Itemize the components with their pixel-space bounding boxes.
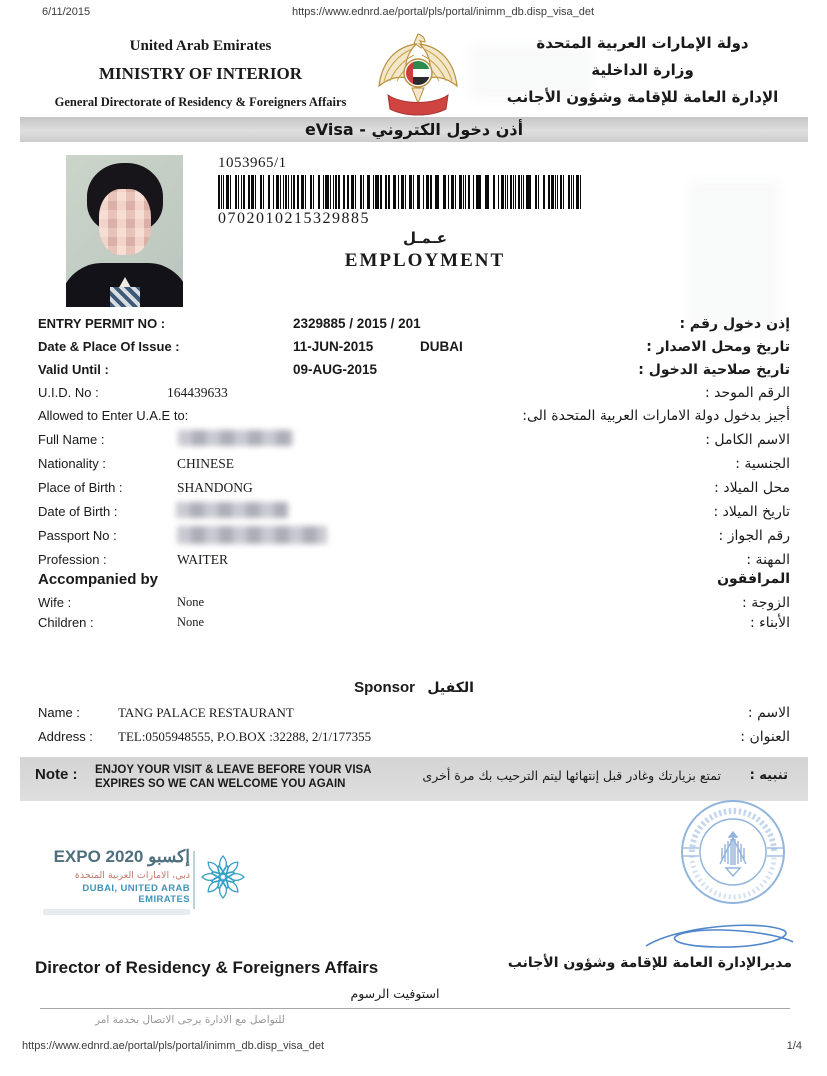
applicant-portrait-photo (66, 155, 183, 307)
value-place: DUBAI (420, 339, 463, 354)
footer-divider (40, 1008, 790, 1009)
photo-face-redacted (99, 189, 151, 255)
label-ar: أجيز بدخول دولة الامارات العربية المتحدة الى: (522, 408, 790, 424)
director-title-en: Director of Residency & Foreigners Affairs (35, 958, 379, 977)
value-date: 11-JUN-2015 (293, 339, 374, 354)
expo-subtitle-en: DUBAI, UNITED ARAB EMIRATES (82, 883, 190, 905)
value: SHANDONG (177, 480, 253, 495)
row-accompanied-by (38, 571, 790, 591)
label-ar: تاريخ الميلاد : (713, 504, 790, 520)
label-en: Allowed to Enter U.A.E to: (38, 408, 189, 423)
label-en: Place of Birth : (38, 480, 123, 495)
row-entry-permit (38, 316, 790, 336)
evisa-title-banner: أذن دخول الكتروني - eVisa (20, 117, 808, 142)
print-url-bottom: https://www.ednrd.ae/portal/pls/portal/inimm_db.disp_visa_det (22, 1040, 325, 1052)
label-en: Address : (38, 729, 93, 744)
value: None (177, 615, 205, 629)
row-issue (38, 339, 790, 359)
note-text-ar: تمتع بزيارتك وغادر قبل إنتهائها ليتم الترحيب بك مرة أخرى (422, 768, 721, 783)
visa-type-arabic: عـمـل (403, 229, 447, 247)
row-full-name (38, 432, 790, 452)
label-en: Profession : (38, 552, 107, 567)
note-label-ar: تنبيه : (749, 768, 788, 783)
row-allowed-to-enter (38, 408, 790, 428)
letterhead-arabic (470, 34, 815, 115)
expo-subtitle-ar: دبي، الامارات العربية المتحدة (74, 870, 190, 881)
value: CHINESE (177, 456, 234, 471)
label-ar: إذن دخول رقم : (679, 316, 790, 332)
contact-note-ar: للتواصل مع الادارة يرجى الاتصال بخدمة امر (95, 1014, 285, 1026)
label-en: Nationality : (38, 456, 106, 471)
directorate-name-en: General Directorate of Residency & Foreigners Affairs (54, 95, 347, 109)
note-text-en-line1: ENJOY YOUR VISIT & LEAVE BEFORE YOUR VISA (95, 764, 372, 776)
director-title-ar: مديرالإدارة العامة للإقامة وشؤون الأجانب (507, 955, 792, 971)
sponsor-section-title (38, 679, 790, 697)
expo-2020-logo-text (43, 847, 190, 915)
note-band (20, 757, 808, 801)
row-valid-until (38, 362, 790, 382)
visa-type (300, 229, 550, 272)
value: 09-AUG-2015 (293, 362, 378, 377)
note-text-en-line2: EXPIRES SO WE CAN WELCOME YOU AGAIN (95, 778, 346, 790)
row-sponsor-name (38, 705, 790, 725)
label-en: Full Name : (38, 432, 105, 447)
visa-type-english: EMPLOYMENT (344, 250, 506, 271)
label-en: ENTRY PERMIT NO : (38, 316, 166, 331)
letterhead-english (28, 38, 373, 110)
value: TANG PALACE RESTAURANT (118, 705, 294, 720)
label-ar: الجنسية : (735, 456, 790, 472)
value: TEL:0505948555, P.O.BOX :32288, 2/1/177355 (118, 729, 372, 744)
label-ar: الرقم الموحد : (705, 385, 790, 401)
expo-logo-divider (193, 851, 195, 909)
sponsor-title-en: Sponsor (354, 679, 415, 696)
country-name-en: United Arab Emirates (129, 38, 272, 54)
label-ar: العنوان : (740, 729, 790, 745)
label-ar: رقم الجواز : (718, 528, 790, 544)
print-date: 6/11/2015 (42, 6, 91, 18)
label-ar: الأبناء : (749, 615, 790, 631)
official-round-stamp-icon (676, 798, 790, 913)
label-en: Date & Place Of Issue : (38, 339, 180, 354)
note-label-en: Note : (35, 766, 78, 783)
section-label-en: Accompanied by (38, 571, 159, 588)
print-url-top: https://www.ednrd.ae/portal/pls/portal/inimm_db.disp_visa_det (292, 6, 595, 18)
value: None (177, 595, 205, 609)
page-indicator: 1/4 (786, 1040, 802, 1052)
country-name-ar: دولة الإمارات العربية المتحدة (536, 34, 749, 52)
row-wife (38, 595, 790, 615)
row-profession (38, 552, 790, 572)
row-place-of-birth (38, 480, 790, 500)
row-children (38, 615, 790, 635)
note-text-en (95, 763, 372, 791)
label-ar: المهنة : (746, 552, 790, 568)
label-ar: الاسم : (747, 705, 790, 721)
label-ar: محل الميلاد : (714, 480, 790, 496)
label-en: Valid Until : (38, 362, 109, 377)
label-en: U.I.D. No : (38, 385, 99, 400)
fees-collected-ar: استوفيت الرسوم (350, 986, 440, 1001)
scan-artifact (690, 180, 780, 330)
expo-title: EXPO 2020 إكسبو (53, 847, 190, 866)
label-ar: تاريخ صلاحية الدخول : (638, 362, 790, 378)
label-ar: تاريخ ومحل الاصدار : (646, 339, 790, 355)
redacted-value (177, 526, 327, 544)
value: 164439633 (167, 385, 228, 400)
label-en: Passport No : (38, 528, 117, 543)
label-en: Wife : (38, 595, 72, 610)
value: 2329885 / 2015 / 201 (293, 316, 421, 331)
label-en: Date of Birth : (38, 504, 118, 519)
label-en: Name : (38, 705, 80, 720)
directorate-name-ar: الإدارة العامة للإقامة وشؤون الأجانب (506, 88, 779, 106)
sponsor-title-ar: الكفيل (427, 680, 474, 696)
barcode-number: 0702010215329885 (218, 210, 370, 227)
section-label-ar: المرافقون (717, 571, 790, 587)
visa-file-number: 1053965/1 (218, 155, 287, 171)
row-nationality (38, 456, 790, 476)
row-date-of-birth (38, 504, 790, 524)
photo-scarf (110, 287, 140, 307)
label-ar: الزوجة : (742, 595, 790, 611)
ministry-name-en: MINISTRY OF INTERIOR (98, 64, 303, 83)
barcode (218, 175, 584, 209)
expo-rosette-icon (200, 854, 246, 905)
row-passport (38, 528, 790, 548)
redacted-value (178, 430, 293, 446)
value: WAITER (177, 552, 228, 567)
ministry-name-ar: وزارة الداخلية (591, 61, 694, 79)
expo-faded-line (43, 909, 190, 915)
row-uid (38, 385, 790, 405)
uae-falcon-emblem-icon (372, 31, 464, 122)
label-en: Children : (38, 615, 94, 630)
label-ar: الاسم الكامل : (705, 432, 790, 448)
row-sponsor-address (38, 729, 790, 749)
redacted-value (176, 502, 288, 518)
